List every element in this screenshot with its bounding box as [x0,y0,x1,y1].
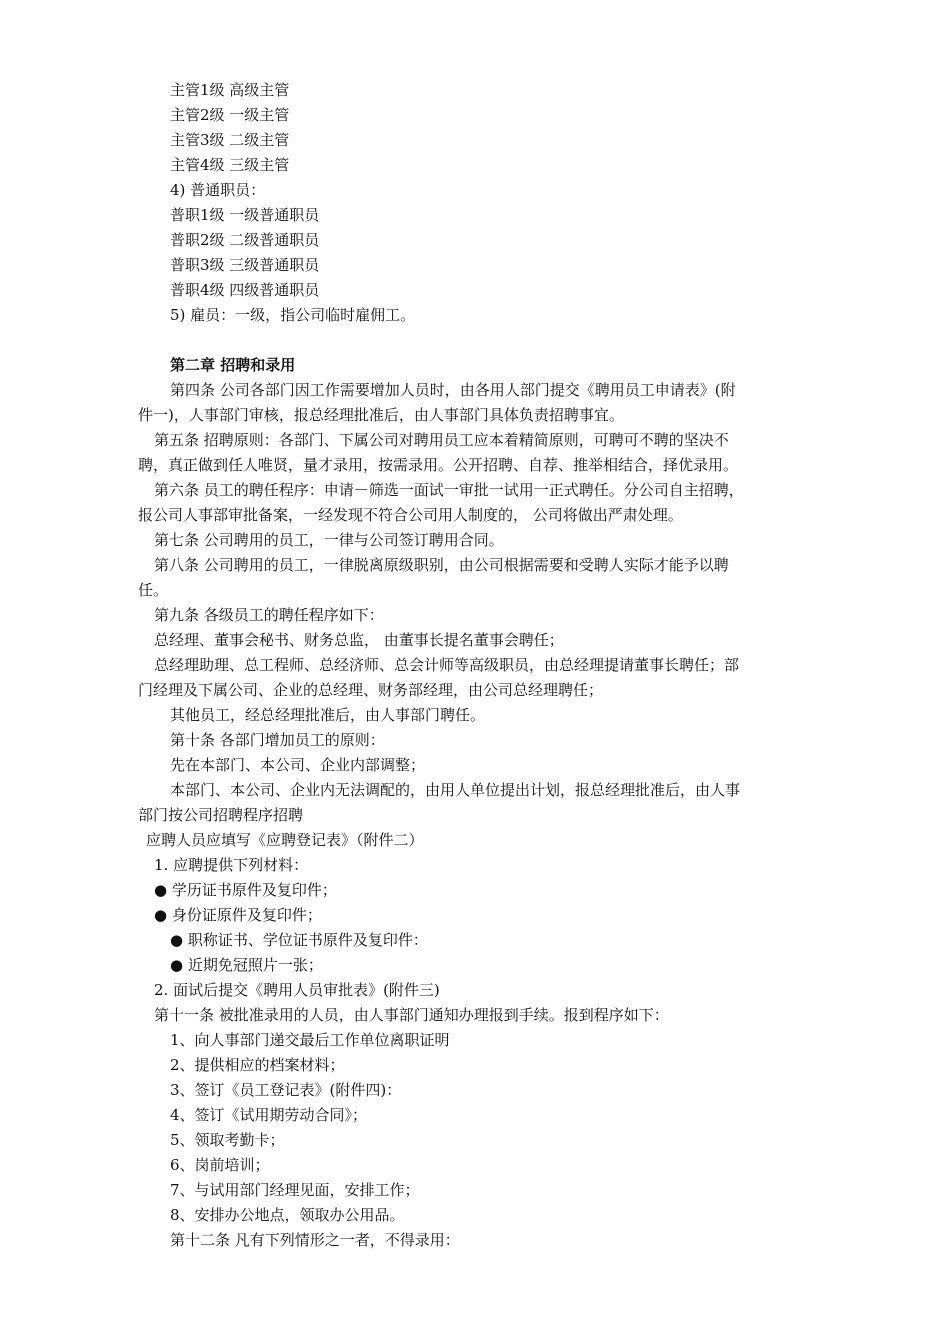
text-line: 普职4级 四级普通职员 [170,281,320,299]
text-line: 第八条 公司聘用的员工，一律脱离原级职别，由公司根据需要和受聘人实际才能予以聘 [154,556,729,574]
text-line: 第十一条 被批准录用的人员，由人事部门通知办理报到手续。报到程序如下： [154,1006,669,1024]
text-line: 聘，真正做到任人唯贤，量才录用，按需录用。公开招聘、自荐、推举相结合，择优录用。 [138,456,739,474]
list-item: ● 近期免冠照片一张； [170,956,323,974]
text-line: 第九条 各级员工的聘任程序如下： [154,606,384,624]
text-line: 第七条 公司聘用的员工，一律与公司签订聘用合同。 [154,531,504,549]
text-line: 本部门、本公司、企业内无法调配的，由用人单位提出计划，报总经理批准后，由人事 [170,781,741,799]
text-line: 总经理、董事会秘书、财务总监， 由董事长提名董事会聘任； [154,631,564,649]
text-line: 件一)，人事部门审核，报总经理批准后，由人事部门具体负责招聘事宜。 [138,406,624,424]
list-item: ● 身份证原件及复印件； [154,906,322,924]
text-line: 应聘人员应填写《应聘登记表》（附件二） [146,831,424,849]
list-item: 7、与试用部门经理见面，安排工作； [170,1181,420,1199]
list-item: 2、提供相应的档案材料； [170,1056,345,1074]
text-line: 部门按公司招聘程序招聘 [138,806,304,824]
text-line: 第十条 各部门增加员工的原则： [170,731,385,749]
list-item: 6、岗前培训； [170,1156,270,1174]
text-line: 第六条 员工的聘任程序：申请－筛选一面试一审批一试用一正式聘任。分公司自主招聘， [154,481,744,499]
text-line: 主管4级 三级主管 [170,156,290,174]
text-line: 2. 面试后提交《聘用人员审批表》(附件三) [154,981,440,999]
text-line: 门经理及下属公司、企业的总经理、财务部经理，由公司总经理聘任； [138,681,604,699]
list-item: 1、向人事部门递交最后工作单位离职证明 [170,1031,450,1049]
list-item: ● 职称证书、学位证书原件及复印件： [170,931,428,949]
list-item: 3、签订《员工登记表》(附件四)： [170,1081,402,1099]
text-line: 普职1级 一级普通职员 [170,206,320,224]
text-line: 5) 雇员：一级，指公司临时雇佣工。 [170,306,416,324]
text-line: 普职2级 二级普通职员 [170,231,320,249]
text-line: 主管1级 高级主管 [170,81,290,99]
chapter-heading: 第二章 招聘和录用 [170,356,296,374]
text-line: 第十二条 凡有下列情形之一者，不得录用： [170,1231,460,1249]
text-line: 报公司人事部审批备案，一经发现不符合公司用人制度的， 公司将做出严肃处理。 [138,506,683,524]
text-line: 主管2级 一级主管 [170,106,290,124]
text-line: 4) 普通职员： [170,181,266,199]
text-line: 第五条 招聘原则：各部门、下属公司对聘用员工应本着精简原则，可聘可不聘的坚决不 [154,431,729,449]
text-line: 第四条 公司各部门因工作需要增加人员时，由各用人部门提交《聘用员工申请表》(附 [170,381,736,399]
text-line: 任。 [138,581,169,599]
text-line: 1. 应聘提供下列材料： [154,856,309,874]
text-line: 其他员工，经总经理批准后，由人事部门聘任。 [170,706,486,724]
text-line: 先在本部门、本公司、企业内部调整； [170,756,426,774]
text-line: 普职3级 三级普通职员 [170,256,320,274]
list-item: 4、签订《试用期劳动合同》； [170,1106,368,1124]
list-item: 8、安排办公地点，领取办公用品。 [170,1206,405,1224]
text-line: 主管3级 二级主管 [170,131,290,149]
list-item: 5、领取考勤卡； [170,1131,285,1149]
list-item: ● 学历证书原件及复印件； [154,881,337,899]
text-line: 总经理助理、总工程师、总经济师、总会计师等高级职员，由总经理提请董事长聘任；部 [154,656,740,674]
